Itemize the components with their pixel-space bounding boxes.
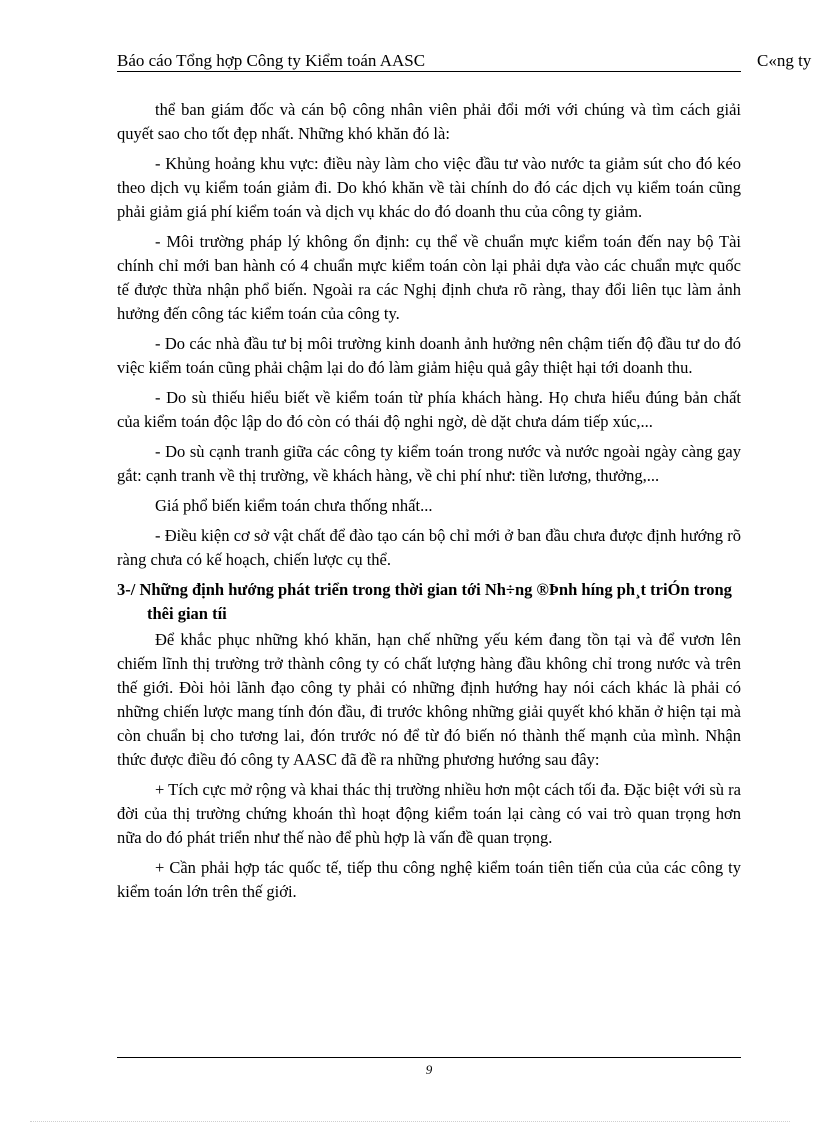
header-rule [117, 71, 741, 72]
paragraph: Giá phổ biến kiểm toán chưa thống nhất... [155, 496, 433, 515]
page-bottom-border [30, 1121, 790, 1122]
running-header-right: C«ng ty [757, 51, 812, 70]
page-number: 9 [425, 1062, 433, 1077]
footer-rule [117, 1057, 741, 1058]
paragraph: Để khắc phục những khó khăn, hạn chế những yếu kém đang tồn tại và để vươn lên chiếm lĩnh thị trường trở thành công ty có chất lượng hàng đầu không chỉ trong nước và trên thế giới. Đòi hỏi lãnh đạo công ty phải có những định hướng hay nói cách khác là phải có những chiến lược mang tính đón đầu, đi trước không những giải quyết khó khăn ở hiện tại mà còn chuẩn bị cho tương lai, đón trước nó để từ đó biến nó thành thế mạnh của mình. Nhận thức được điều đó công ty AASC đã đề ra những phương hướng sau đây: [117, 630, 741, 769]
paragraph: - Do sù cạnh tranh giữa các công ty kiểm toán trong nước và nước ngoài ngày càng gay gắt: cạnh tranh về thị trường, về khách hàng, về chi phí như: tiền lương, thưởng,... [117, 442, 741, 485]
paragraph: - Điều kiện cơ sở vật chất để đào tạo cán bộ chỉ mới ở ban đầu chưa được định hướng rõ ràng chưa có kế hoạch, chiến lược cụ thể. [117, 526, 741, 569]
paragraph: thể ban giám đốc và cán bộ công nhân viên phải đổi mới với chúng và tìm cách giải quyết sao cho tốt đẹp nhất. Những khó khăn đó là: [117, 100, 741, 143]
paragraph: - Do các nhà đầu tư bị môi trường kinh doanh ảnh hưởng nên chậm tiến độ đầu tư do đó việc kiểm toán cũng phải chậm lại do đó làm giảm hiệu quả gây thiệt hại tới doanh thu. [117, 334, 741, 377]
paragraph: - Do sù thiếu hiểu biết về kiểm toán từ phía khách hàng. Họ chưa hiểu đúng bản chất của kiểm toán độc lập do đó còn có thái độ nghi ngờ, dè dặt chưa dám tiếp xúc,... [117, 388, 741, 431]
paragraph: + Cần phải hợp tác quốc tế, tiếp thu công nghệ kiểm toán tiên tiến của của các công ty kiểm toán lớn trên thế giới. [117, 858, 741, 901]
paragraph: - Môi trường pháp lý không ổn định: cụ thể về chuẩn mực kiểm toán đến nay bộ Tài chính chỉ mới ban hành có 4 chuẩn mực kiểm toán còn lại phải dựa vào các chuẩn mực quốc tế được thừa nhận phổ biến. Ngoài ra các Nghị định chưa rõ ràng, thay đổi liên tục làm ảnh hưởng đến công tác kiểm toán của công ty. [117, 232, 741, 323]
paragraph: + Tích cực mở rộng và khai thác thị trường nhiều hơn một cách tối đa. Đặc biệt với sù ra đời của thị trường chứng khoán thì hoạt động kiểm toán lại càng có vai trò quan trọng hơn nữa do đó phát triển như thế nào để phù hợp là vấn đề quan trọng. [117, 780, 741, 847]
running-header-title: Báo cáo Tổng hợp Công ty Kiểm toán AASC [117, 51, 426, 70]
page-body [117, 98, 741, 910]
section-heading: 3-/ Những định hướng phát triển trong thời gian tới Nh÷ng ®Þnh híng ph¸t triÓn trong thêi gian tíi [117, 580, 732, 623]
paragraph: - Khủng hoảng khu vực: điều này làm cho việc đầu tư vào nước ta giảm sút cho đó kéo theo dịch vụ kiểm toán giảm đi. Do khó khăn về tài chính do đó các dịch vụ kiểm toán cũng phải giảm giá phí kiểm toán và dịch vụ khác do đó doanh thu của công ty giảm. [117, 154, 741, 221]
